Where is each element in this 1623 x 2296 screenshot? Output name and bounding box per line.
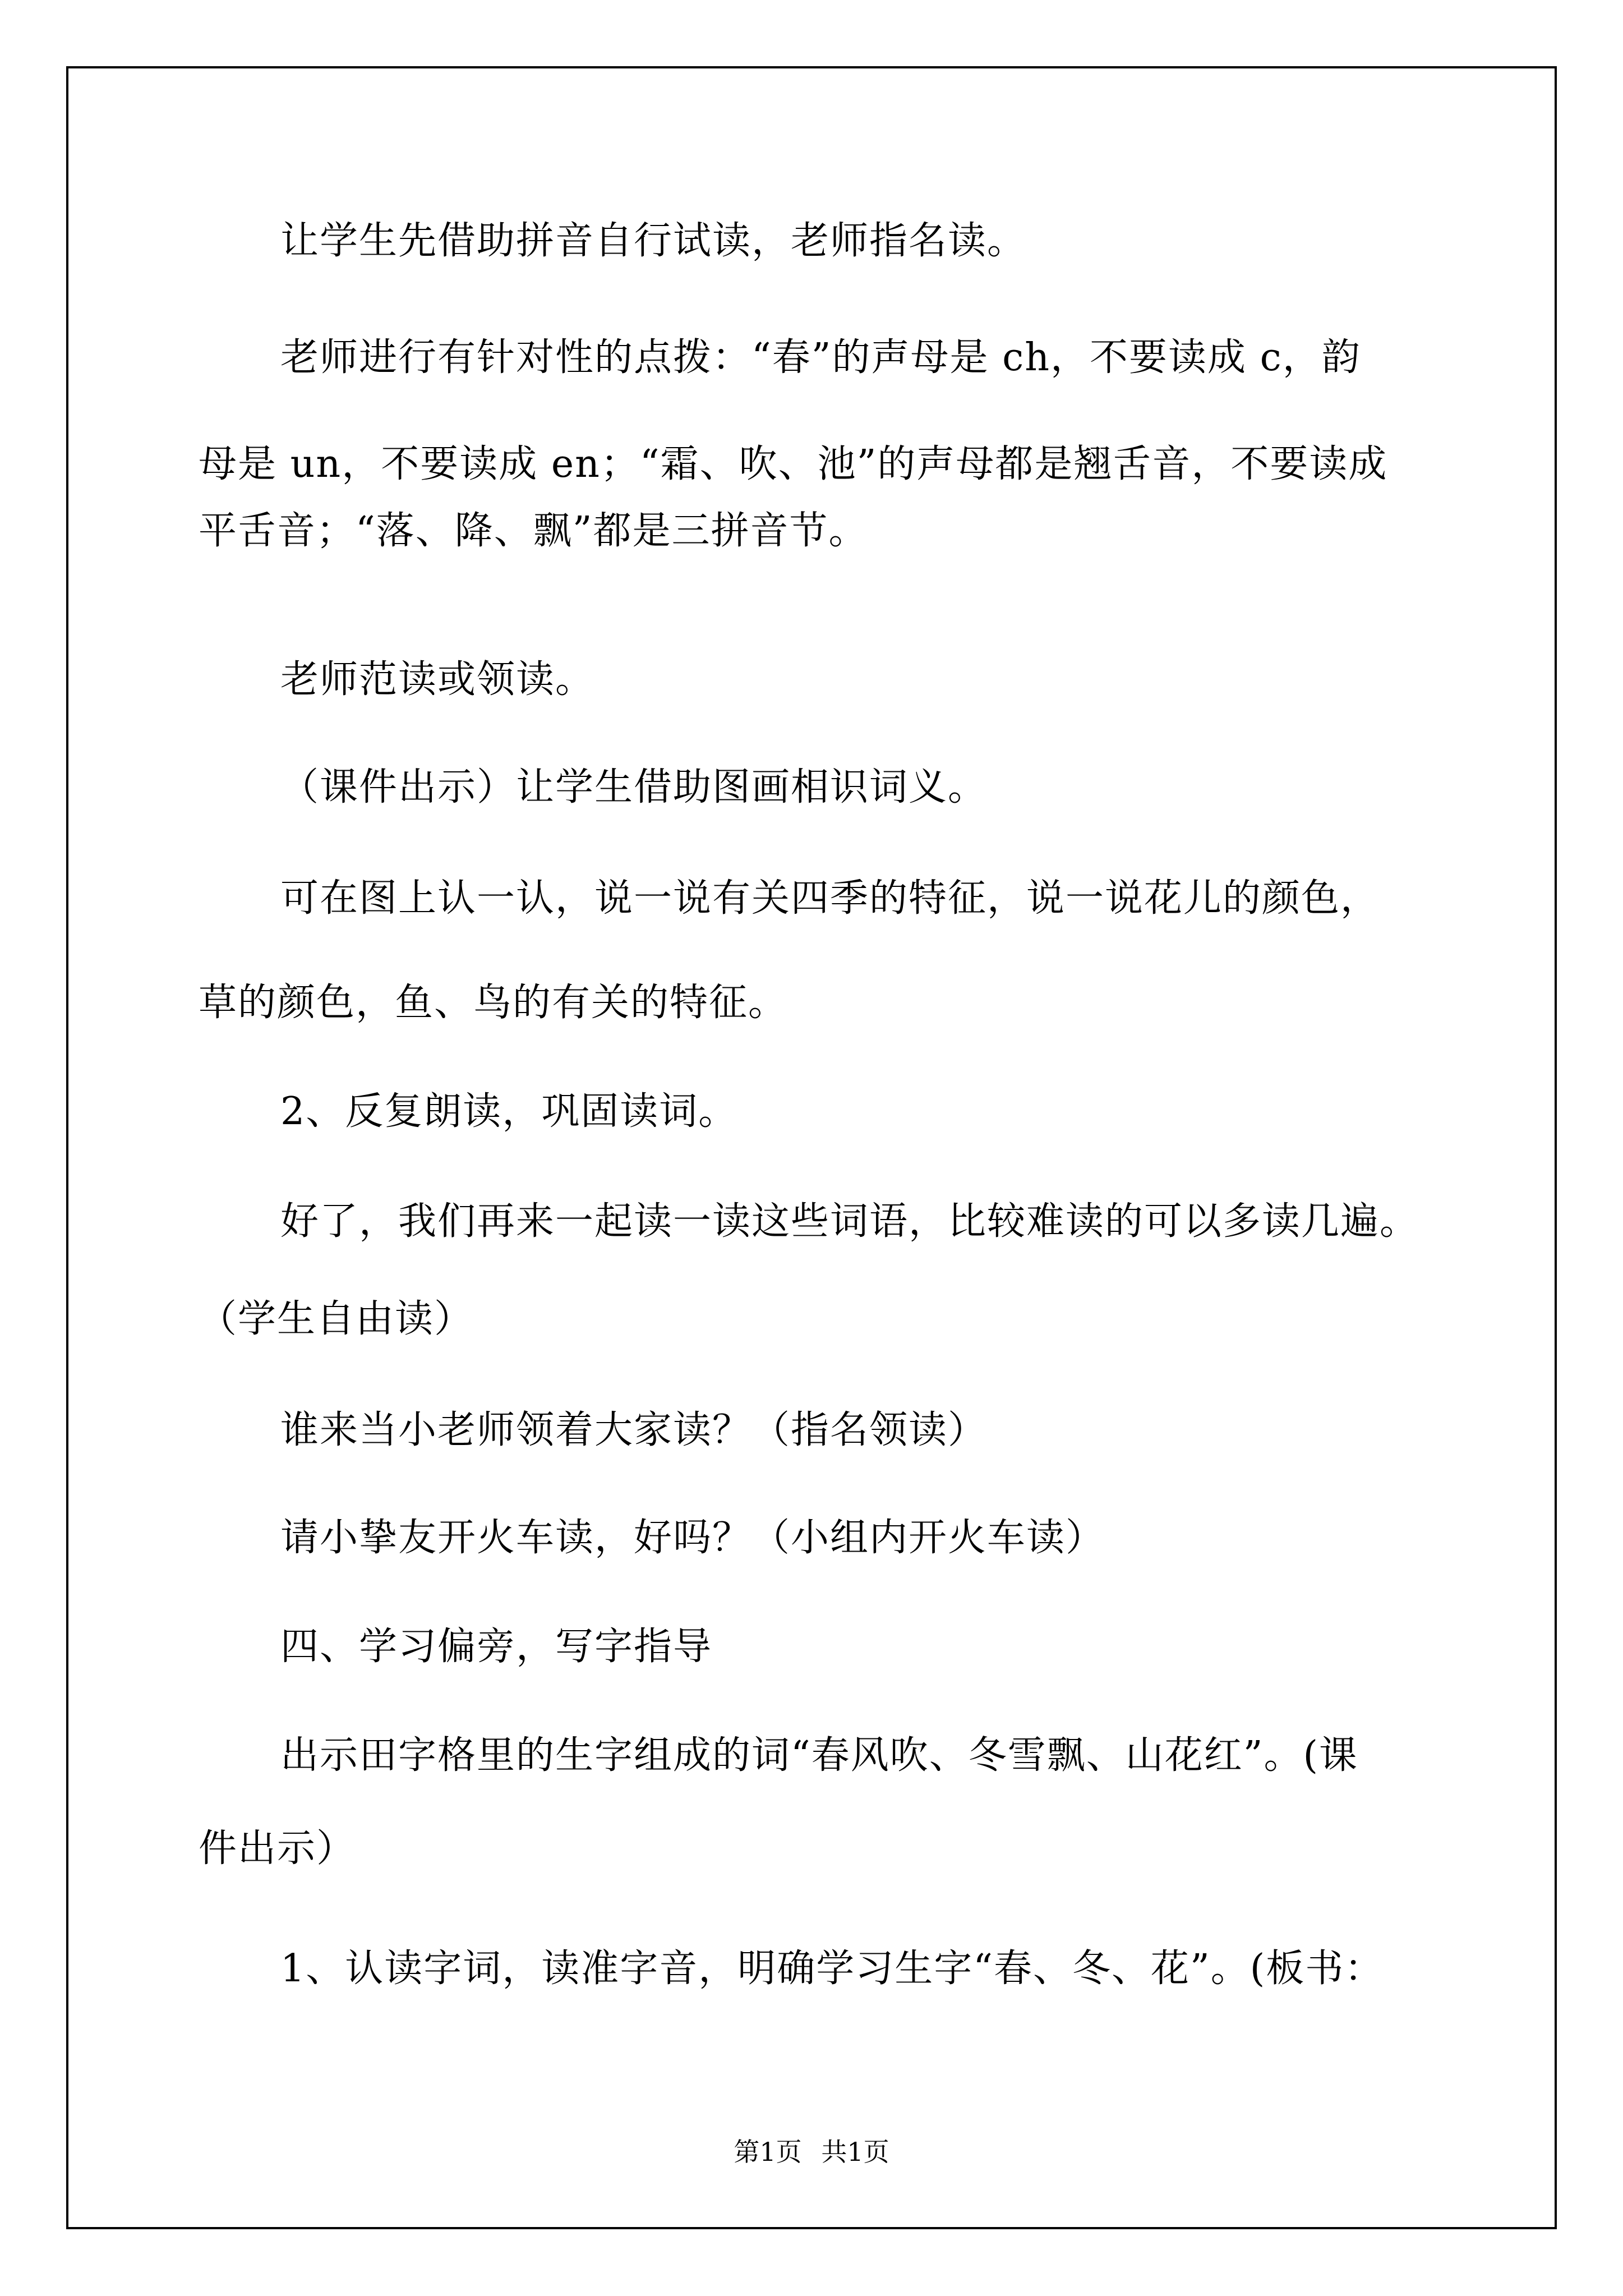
page-total: 共1页	[821, 2137, 889, 2167]
paragraph-line: 让学生先借助拼音自行试读，老师指名读。	[280, 219, 1027, 263]
paragraph-line: （课件出示）让学生借助图画相识词义。	[280, 765, 988, 809]
paragraph-line: 可在图上认一认，说一说有关四季的特征，说一说花儿的颜色，	[280, 876, 1380, 921]
paragraph-line: 好了，我们再来一起读一读这些词语，比较难读的可以多读几遍。	[280, 1199, 1419, 1244]
paragraph-line: 平舌音；“落、降、飘”都是三拼音节。	[199, 509, 868, 553]
paragraph-line: 请小挚友开火车读，好吗？（小组内开火车读）	[280, 1516, 1105, 1560]
paragraph-line: 件出示）	[199, 1826, 356, 1871]
paragraph-line: 2、反复朗读，巩固读词。	[280, 1089, 738, 1134]
page-footer	[0, 2132, 1623, 2169]
paragraph-line: 四、学习偏旁，写字指导	[280, 1625, 713, 1669]
paragraph-line: 谁来当小老师领着大家读？（指名领读）	[280, 1408, 988, 1452]
paragraph-line: 老师范读或领读。	[280, 657, 595, 702]
paragraph-line: 草的颜色，鱼、鸟的有关的特征。	[199, 981, 788, 1025]
paragraph-line: 出示田字格里的生字组成的词“春风吹、冬雪飘、山花红”。(课	[280, 1733, 1359, 1778]
paragraph-line: 老师进行有针对性的点拨：“春”的声母是 ch，不要读成 c，韵	[280, 335, 1361, 380]
page-border	[66, 66, 1557, 2229]
page-number: 第1页	[734, 2137, 802, 2167]
paragraph-line: （学生自由读）	[199, 1297, 474, 1341]
paragraph-line: 母是 un，不要读成 en；“霜、吹、池”的声母都是翘舌音，不要读成	[199, 442, 1388, 486]
paragraph-line: 1、认读字词，读准字音，明确学习生字“春、冬、花”。(板书：	[280, 1947, 1384, 1991]
